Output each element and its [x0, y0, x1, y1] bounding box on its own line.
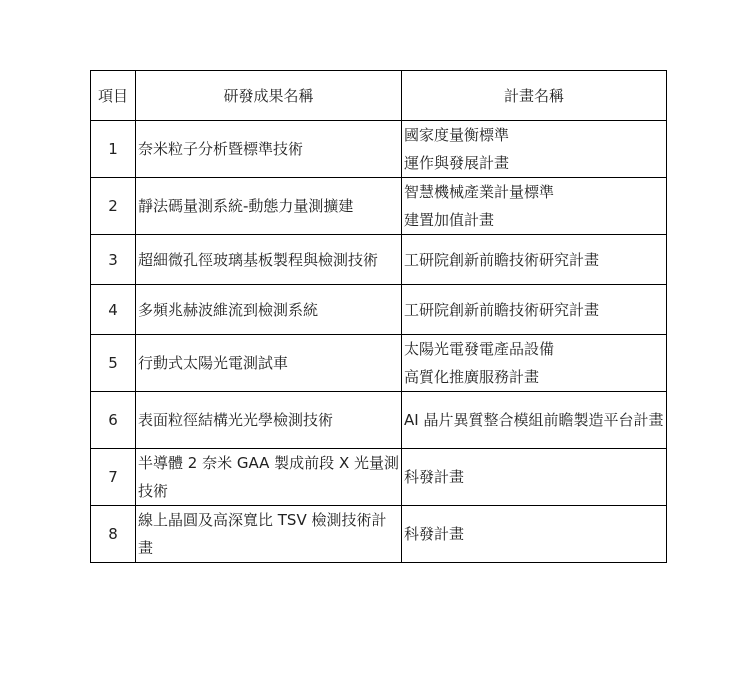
- item-number: 1: [91, 121, 136, 178]
- item-number: 3: [91, 235, 136, 285]
- plan-name: AI 晶片異質整合模組前瞻製造平台計畫: [402, 392, 667, 449]
- result-name: 奈米粒子分析暨標準技術: [136, 121, 402, 178]
- table-row: [91, 506, 667, 563]
- table-row: [91, 285, 667, 335]
- header-plan-name: 計畫名稱: [402, 71, 667, 121]
- table-row: [91, 178, 667, 235]
- plan-name: 智慧機械產業計量標準 建置加值計畫: [402, 178, 667, 235]
- plan-name: 太陽光電發電產品設備 高質化推廣服務計畫: [402, 335, 667, 392]
- header-item: 項目: [91, 71, 136, 121]
- plan-name: 工研院創新前瞻技術研究計畫: [402, 285, 667, 335]
- table-row: [91, 449, 667, 506]
- result-name: 行動式太陽光電測試車: [136, 335, 402, 392]
- plan-name: 科發計畫: [402, 506, 667, 563]
- plan-name: 工研院創新前瞻技術研究計畫: [402, 235, 667, 285]
- results-table: [90, 70, 667, 563]
- result-name: 線上晶圓及高深寬比 TSV 檢測技術計畫: [136, 506, 402, 563]
- plan-name: 科發計畫: [402, 449, 667, 506]
- header-result-name: 研發成果名稱: [136, 71, 402, 121]
- result-name: 半導體 2 奈米 GAA 製成前段 X 光量測技術: [136, 449, 402, 506]
- item-number: 6: [91, 392, 136, 449]
- item-number: 5: [91, 335, 136, 392]
- result-name: 表面粒徑結構光光學檢測技術: [136, 392, 402, 449]
- table-row: [91, 335, 667, 392]
- table-row: [91, 121, 667, 178]
- table-row: [91, 392, 667, 449]
- item-number: 7: [91, 449, 136, 506]
- item-number: 2: [91, 178, 136, 235]
- item-number: 8: [91, 506, 136, 563]
- item-number: 4: [91, 285, 136, 335]
- plan-name: 國家度量衡標準 運作與發展計畫: [402, 121, 667, 178]
- result-name: 多頻兆赫波維流到檢測系統: [136, 285, 402, 335]
- result-name: 靜法碼量測系統-動態力量測擴建: [136, 178, 402, 235]
- table-row: [91, 235, 667, 285]
- result-name: 超細微孔徑玻璃基板製程與檢測技術: [136, 235, 402, 285]
- table-header-row: [91, 71, 667, 121]
